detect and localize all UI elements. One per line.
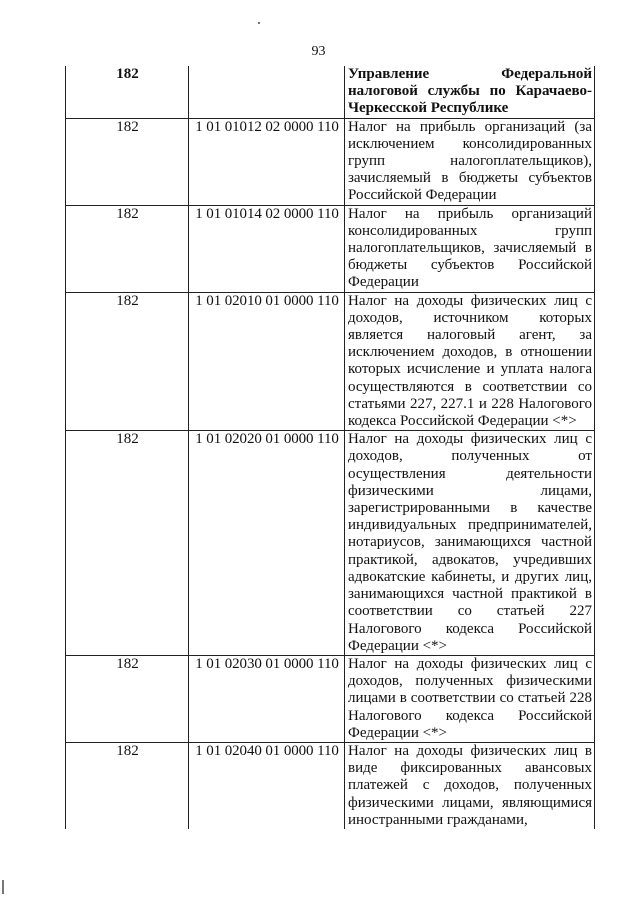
revenue-name-cell: Налог на доходы физических лиц в виде фиксированных авансовых платежей с доходов, полученных физическими лицами, являющимися иностранными гражданами,	[345, 742, 595, 829]
table-row	[66, 66, 595, 118]
revenue-name-cell: Налог на доходы физических лиц с доходов, полученных физическими лицами в соответствии со статьей 228 Налогового кодекса Российской Федерации <*>	[345, 655, 595, 742]
table-row	[66, 655, 595, 742]
revenue-name-cell: Налог на прибыль организаций консолидированных групп налогоплательщиков, зачисляемый в бюджеты субъектов Российской Федерации	[345, 205, 595, 292]
budget-code-cell: 1 01 02010 01 0000 110	[189, 292, 345, 431]
budget-code-cell: 1 01 02040 01 0000 110	[189, 742, 345, 829]
budget-code-cell: 1 01 01014 02 0000 110	[189, 205, 345, 292]
budget-code-cell: 1 01 02020 01 0000 110	[189, 431, 345, 656]
table-row	[66, 118, 595, 205]
revenue-name-cell: Налог на доходы физических лиц с доходов, источником которых является налоговый агент, за исключением доходов, в отношении которых исчисление и уплата налога осуществляются в соответствии со статьями 227, 227.1 и 228 Налогового кодекса Российской Федерации <*>	[345, 292, 595, 431]
scan-mark	[2, 880, 4, 894]
table-row	[66, 205, 595, 292]
budget-code-cell: 1 01 01012 02 0000 110	[189, 118, 345, 205]
table-row	[66, 431, 595, 656]
table-row	[66, 742, 595, 829]
revenue-codes-table	[65, 66, 595, 829]
budget-code-cell	[189, 66, 345, 118]
revenue-name-cell: Управление Федеральной налоговой службы по Карачаево-Черкесской Республике	[345, 66, 595, 118]
revenue-name-cell: Налог на доходы физических лиц с доходов, полученных от осуществления деятельности физическими лицами, зарегистрированными в качестве индивидуальных предпринимателей, нотариусов, занимающихся частной практикой, адвокатов, учредивших адвокатские кабинеты, и других лиц, занимающихся частной практикой в соответствии со статьей 227 Налогового кодекса Российской Федерации <*>	[345, 431, 595, 656]
admin-code-cell: 182	[66, 205, 189, 292]
scan-mark	[258, 22, 260, 24]
admin-code-cell: 182	[66, 742, 189, 829]
page-number: 93	[311, 44, 326, 59]
budget-code-cell: 1 01 02030 01 0000 110	[189, 655, 345, 742]
revenue-name-cell: Налог на прибыль организаций (за исключением консолидированных групп налогоплательщиков), зачисляемый в бюджеты субъектов Российской Федерации	[345, 118, 595, 205]
admin-code-cell: 182	[66, 66, 189, 118]
admin-code-cell: 182	[66, 118, 189, 205]
table-row	[66, 292, 595, 431]
admin-code-cell: 182	[66, 431, 189, 656]
admin-code-cell: 182	[66, 292, 189, 431]
admin-code-cell: 182	[66, 655, 189, 742]
